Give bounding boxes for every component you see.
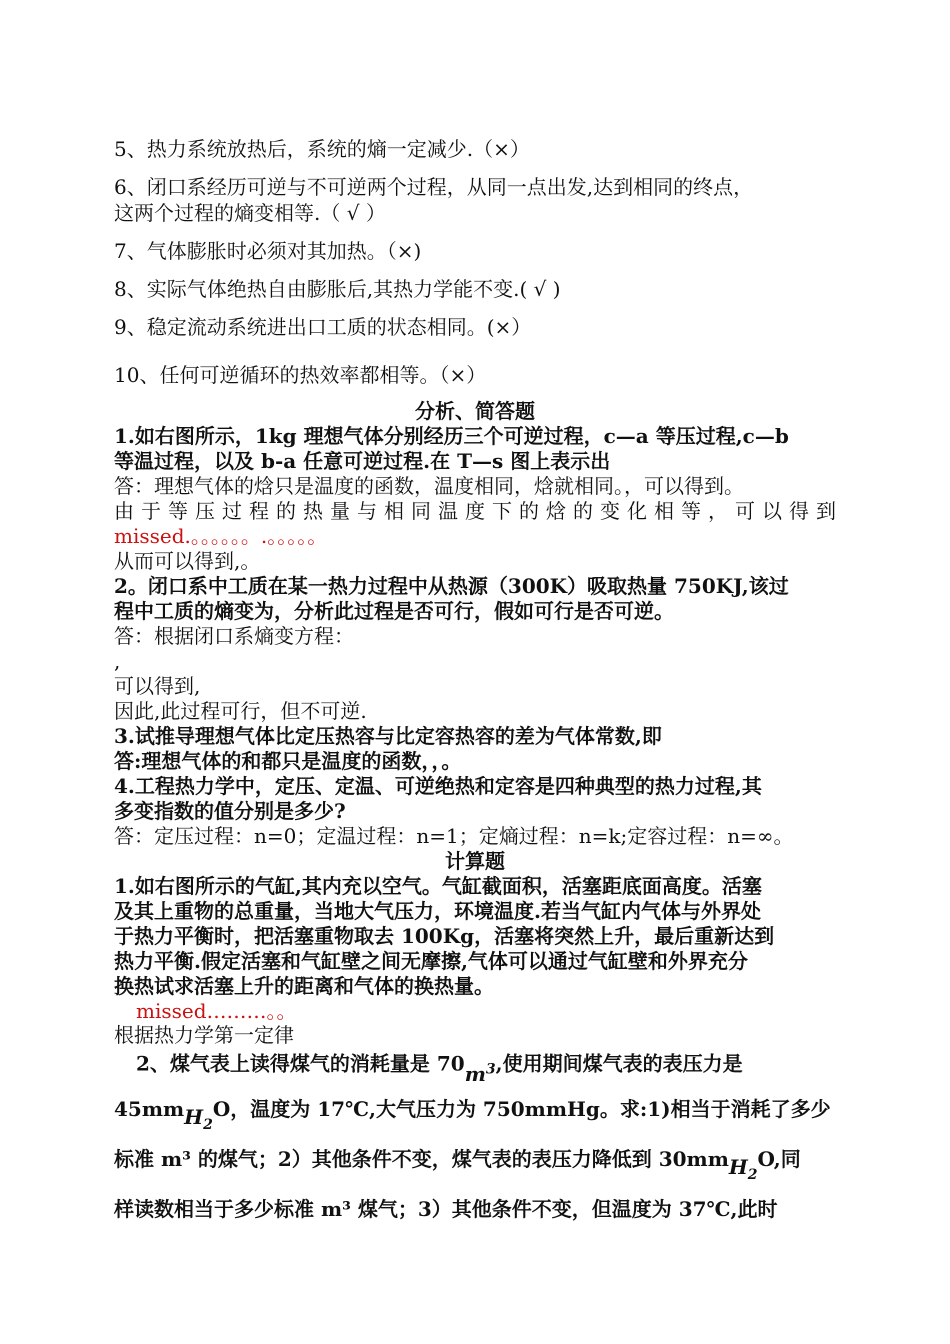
calc-q2-line1 [136,1046,836,1086]
calc-q1-line2: 及其上重物的总重量，当地大气压力，环境温度.若当气缸内气体与外界处 [114,899,761,923]
calc-q2-line4: 样读数相当于多少标准 m³ 煤气；3）其他条件不变，但温度为 37℃,此时 [114,1197,778,1221]
tf-item-6-line1: 6、闭口系经历可逆与不可逆两个过程，从同一点出发,达到相同的终点， [114,175,754,199]
calc-q1-note: 根据热力学第一定律 [114,1023,294,1047]
analysis-q1-line2: 等温过程，以及 b-a 任意可逆过程.在 T—s 图上表示出 [114,449,611,473]
calc-q2-line2-text-a: 45mm [114,1097,185,1121]
water-h-2: H [728,1155,748,1179]
analysis-a1-line4: 从而可以得到,。 [114,549,261,573]
water-h: H [184,1105,204,1129]
analysis-a1-line2: 由 于 等 压 过 程 的 热 量 与 相 同 温 度 下 的 焓 的 变 化 相 等 ， 可 以 得 到 [114,499,836,523]
water-symbol [184,1105,213,1133]
analysis-a3: 答:理想气体的和都只是温度的函数，，。 [114,749,462,773]
calc-q2-line1-text-b: ,使用期间煤气表的表压力是 [495,1051,743,1076]
calc-q1-line4: 热力平衡.假定活塞和气缸壁之间无摩擦,气体可以通过气缸壁和外界充分 [114,949,748,973]
analysis-section-title: 分析、简答题 [415,399,535,423]
calc-q2-line2 [114,1096,836,1133]
water-subscript-2: 2 [747,1167,758,1183]
analysis-q2-line2: 程中工质的熵变为，分析此过程是否可行，假如可行是否可逆。 [114,599,674,623]
calc-q2-line3 [114,1146,836,1183]
analysis-a2-line4: 因此,此过程可行，但不可逆. [114,699,367,723]
tf-item-9: 9、稳定流动系统进出口工质的状态相同。(×） [114,315,532,339]
tf-item-6-line2: 这两个过程的熵变相等.（ √ ） [114,201,386,225]
tf-item-10: 10、任何可逆循环的热效率都相等。（×） [114,363,487,387]
analysis-q2-line1: 2。闭口系中工质在某一热力过程中从热源（300K）吸取热量 750KJ,该过 [114,574,789,598]
analysis-a4: 答：定压过程：n=0；定温过程：n=1；定熵过程：n=k;定容过程：n=∞。 [114,824,794,848]
calc-q2-line3-text-b: O,同 [757,1147,801,1171]
tf-item-5: 5、热力系统放热后，系统的熵一定减少.（×） [114,137,530,161]
analysis-a2-line2: , [114,649,121,673]
analysis-a2-line3: 可以得到, [114,674,201,698]
calc-q1-missed: missed………。。 [136,999,297,1023]
calc-section-title: 计算题 [445,849,505,873]
analysis-a1-missed: missed.。。。。。。.。。。。。 [114,524,328,548]
unit-exponent: 3 [485,1061,496,1077]
calc-q1-line5: 换热试求活塞上升的距离和气体的换热量。 [114,974,494,998]
water-subscript: 2 [203,1117,213,1133]
analysis-a2-line1: 答：根据闭口系熵变方程： [114,624,354,648]
calc-q2-line3-text-a: 标准 m³ 的煤气；2）其他条件不变，煤气表的表压力降低到 30mm [114,1147,729,1171]
calc-q1-line1: 1.如右图所示的气缸,其内充以空气。气缸截面积，活塞距底面高度。活塞 [114,874,762,898]
analysis-q4-line2: 多变指数的值分别是多少? [114,799,346,823]
tf-item-7: 7、气体膨胀时必须对其加热。（×) [114,239,422,263]
calc-q2-line1-text-a: 2、煤气表上读得煤气的消耗量是 70 [136,1051,465,1076]
analysis-q1-line1: 1.如右图所示，1kg 理想气体分别经历三个可逆过程，c—a 等压过程,c—b [114,424,789,448]
analysis-a1-line1: 答：理想气体的焓只是温度的函数，温度相同，焓就相同。，可以得到。 [114,474,744,498]
cubic-meter-symbol [465,1062,496,1086]
tf-item-8: 8、实际气体绝热自由膨胀后,其热力学能不变.( √ ) [114,277,561,301]
analysis-q3: 3.试推导理想气体比定压热容与比定容热容的差为气体常数,即 [114,724,662,748]
calc-q2-line2-text-b: O，温度为 17℃,大气压力为 750mmHg。求:1)相当于消耗了多少 [212,1097,831,1121]
water-symbol-2 [728,1155,758,1183]
calc-q1-line3: 于热力平衡时，把活塞重物取去 100Kg，活塞将突然上升，最后重新达到 [114,924,775,948]
analysis-q4-line1: 4.工程热力学中，定压、定温、可逆绝热和定容是四种典型的热力过程,其 [114,774,762,798]
unit-m: m [464,1061,486,1086]
